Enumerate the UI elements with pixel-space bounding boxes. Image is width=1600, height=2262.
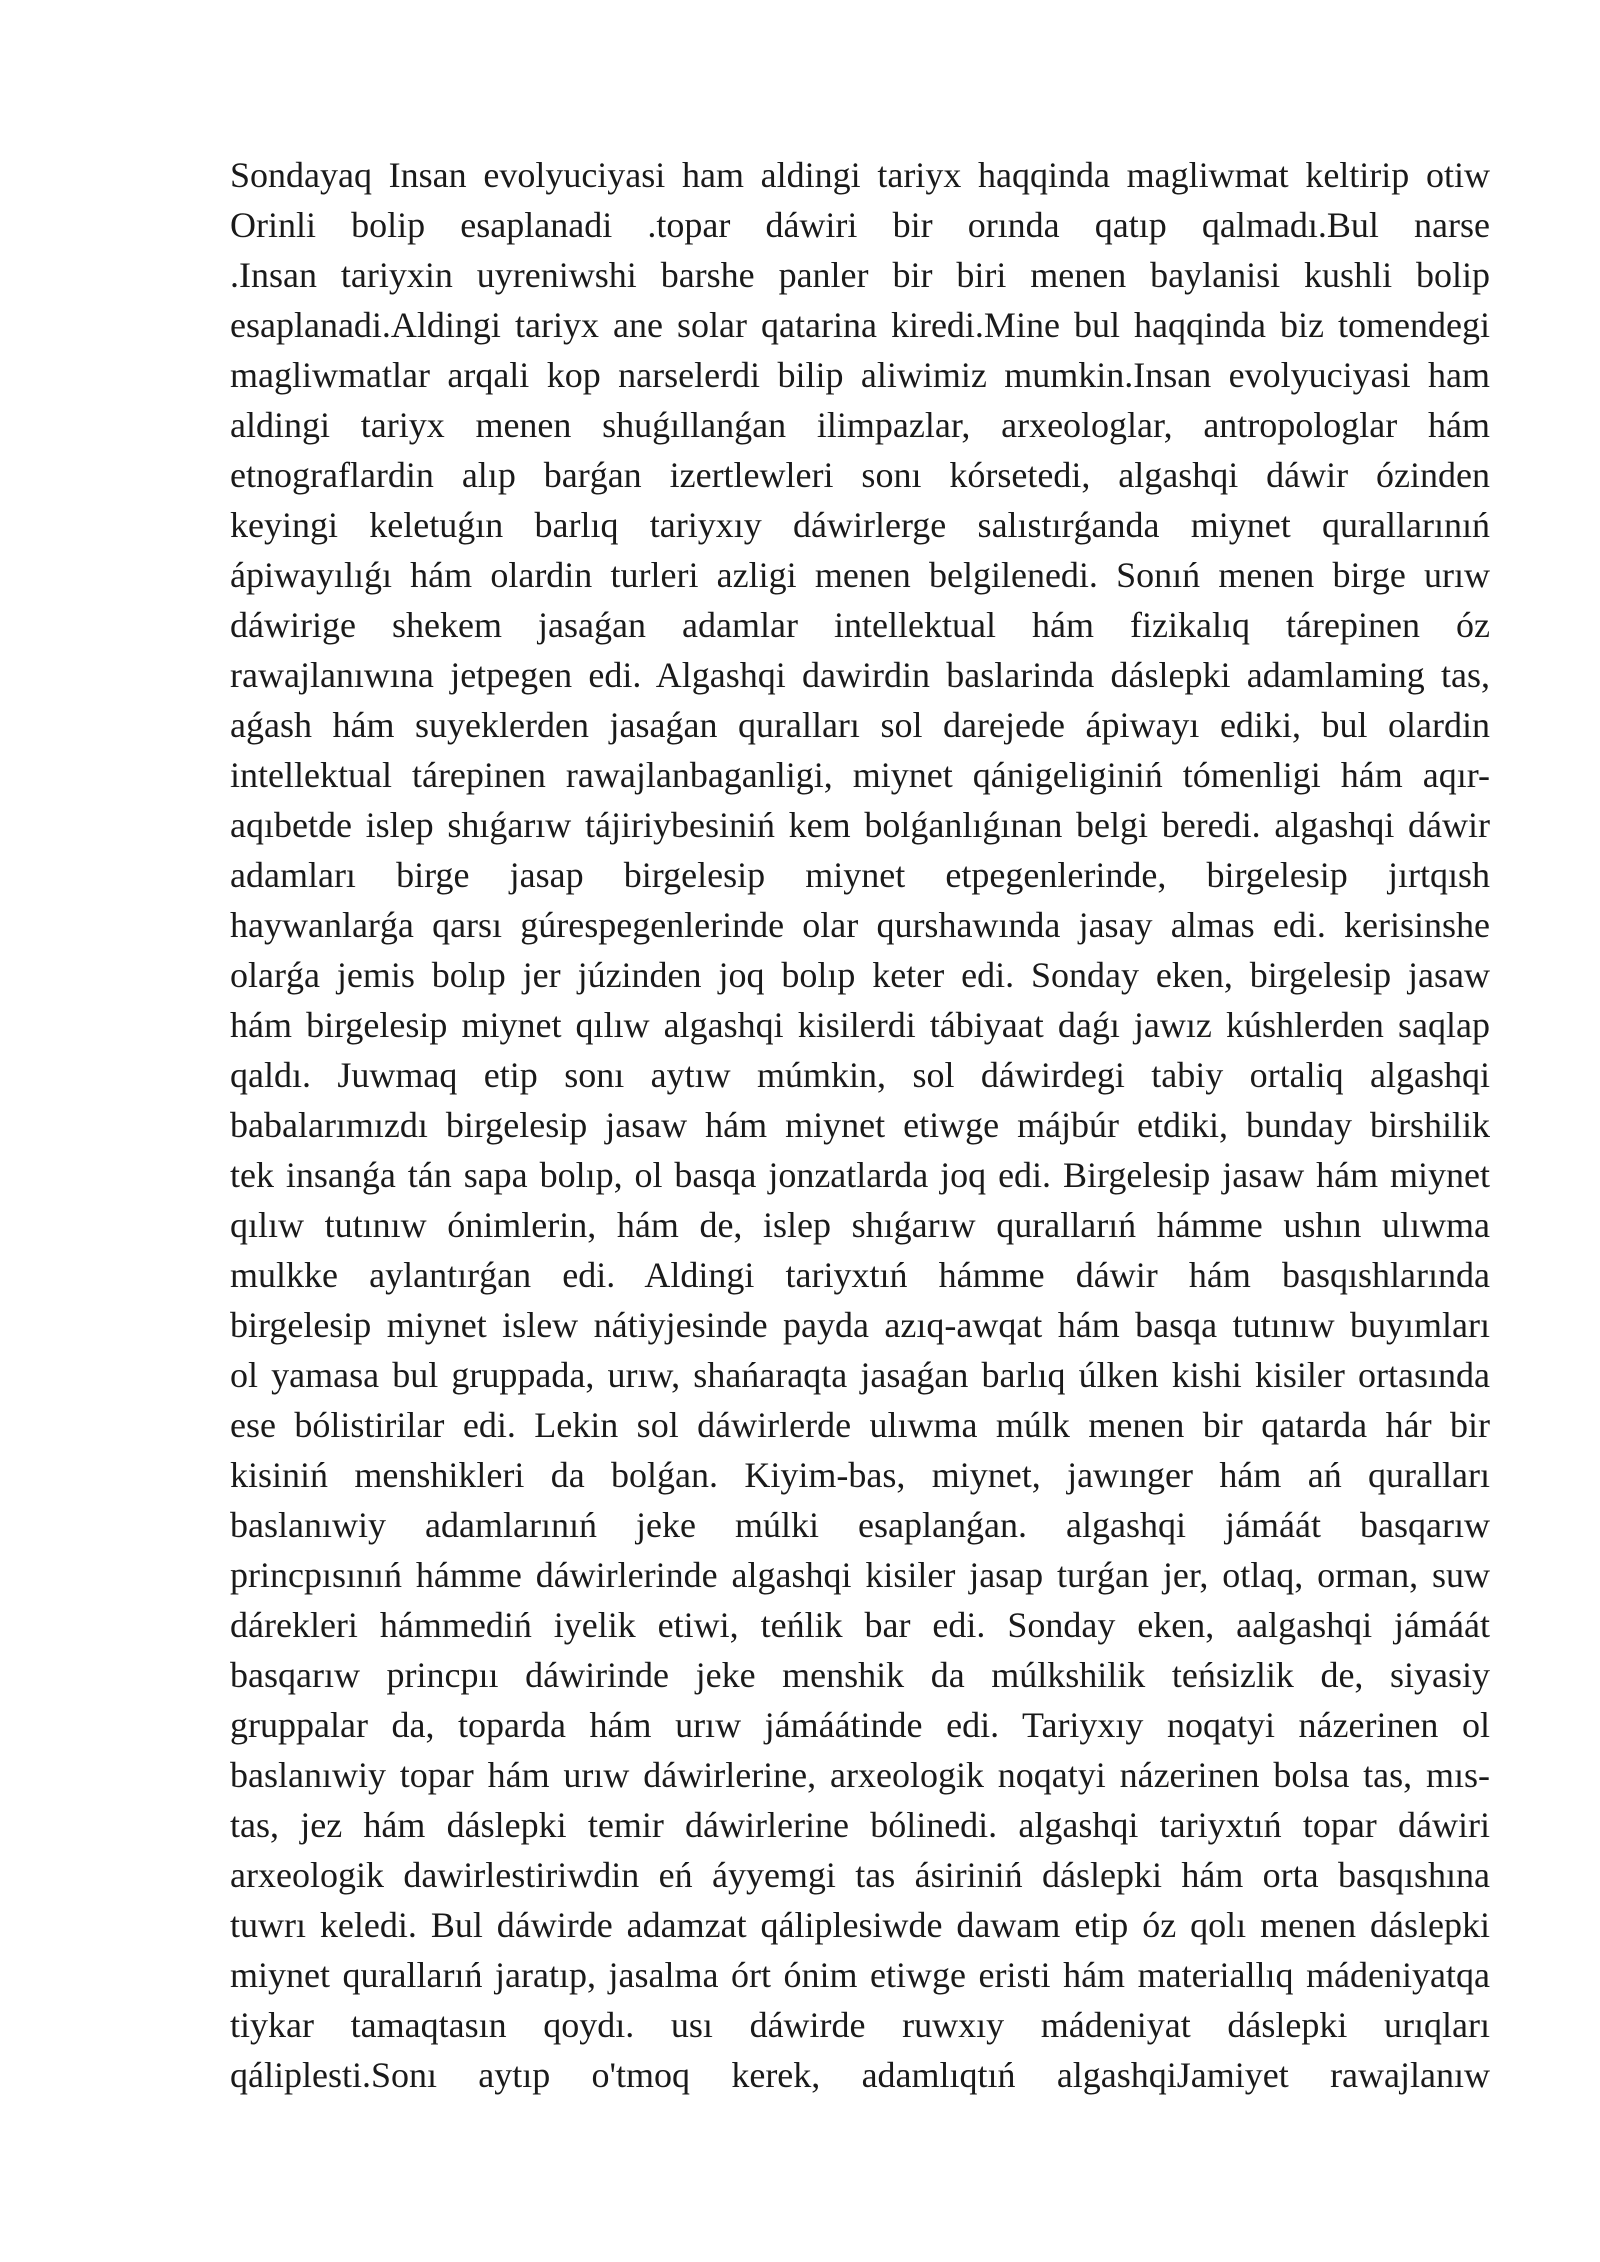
- text-line: princpısınıń hámme dáwirlerinde algashqi kisiler jasap turǵan jer, otlaq, orman, suw: [230, 1555, 1490, 1595]
- text-line: tek insanǵa tán sapa bolıp, ol basqa jonzatlarda joq edi. Birgelesip jasaw hám miynet: [230, 1155, 1490, 1195]
- text-line: hám birgelesip miynet qılıw algashqi kisilerdi tábiyaat daǵı jawız kúshlerden saqlap: [230, 1005, 1490, 1045]
- text-line: gruppalar da, toparda hám urıw jámáátinde edi. Tariyxıy noqatyi názerinen ol: [230, 1705, 1490, 1745]
- text-line: qılıw tutınıw ónimlerin, hám de, islep shıǵarıw qurallarıń hámme ushın ulıwma: [230, 1205, 1490, 1245]
- text-line: Orinli bolip esaplanadi .topar dáwiri bir orında qatıp qalmadı.Bul narse: [230, 205, 1490, 245]
- text-line: tas, jez hám dáslepki temir dáwirlerine bólinedi. algashqi tariyxtıń topar dáwiri: [230, 1805, 1490, 1845]
- text-line: birgelesip miynet islew nátiyjesinde payda azıq-awqat hám basqa tutınıw buyımları: [230, 1305, 1490, 1345]
- text-line: intellektual tárepinen rawajlanbaganligi, miynet qánigeliginiń tómenligi hám aqır-: [230, 755, 1490, 795]
- text-line: tuwrı keledi. Bul dáwirde adamzat qáliplesiwde dawam etip óz qolı menen dáslepki: [230, 1905, 1490, 1945]
- text-line: magliwmatlar arqali kop narselerdi bilip aliwimiz mumkin.Insan evolyuciyasi ham: [230, 355, 1490, 395]
- text-line: esaplanadi.Aldingi tariyx ane solar qatarina kiredi.Mine bul haqqinda biz tomendegi: [230, 305, 1490, 345]
- text-line: dáwirige shekem jasaǵan adamlar intellektual hám fizikalıq tárepinen óz: [230, 605, 1490, 645]
- text-line: babalarımızdı birgelesip jasaw hám miynet etiwge májbúr etdiki, bunday birshilik: [230, 1105, 1490, 1145]
- text-line: aǵash hám suyeklerden jasaǵan quralları sol darejede ápiwayı ediki, bul olardin: [230, 705, 1490, 745]
- text-line: qáliplesti.Sonı aytıp o'tmoq kerek, adamlıqtıń algashqiJamiyet rawajlanıw: [230, 2055, 1490, 2095]
- text-line: miynet qurallarıń jaratıp, jasalma órt ónim etiwge eristi hám materiallıq mádeniyatqa: [230, 1955, 1490, 1995]
- body-text: [230, 150, 1490, 2100]
- text-line: haywanlarǵa qarsı gúrespegenlerinde olar qurshawında jasay almas edi. kerisinshe: [230, 905, 1490, 945]
- text-line: arxeologik dawirlestiriwdin eń áyyemgi tas ásiriniń dáslepki hám orta basqıshına: [230, 1855, 1490, 1895]
- text-line: kisiniń menshikleri da bolǵan. Kiyim-bas, miynet, jawınger hám ań quralları: [230, 1455, 1490, 1495]
- text-line: basqarıw princpıı dáwirinde jeke menshik da múlkshilik teńsizlik de, siyasiy: [230, 1655, 1490, 1695]
- text-line: olarǵa jemis bolıp jer júzinden joq bolıp keter edi. Sonday eken, birgelesip jasaw: [230, 955, 1490, 995]
- text-line: baslanıwiy adamlarınıń jeke múlki esaplanǵan. algashqi jámáát basqarıw: [230, 1505, 1490, 1545]
- text-line: ol yamasa bul gruppada, urıw, shańaraqta jasaǵan barlıq úlken kishi kisiler ortasında: [230, 1355, 1490, 1395]
- text-line: aqıbetde islep shıǵarıw tájiriybesiniń kem bolǵanlıǵınan belgi beredi. algashqi dáwir: [230, 805, 1490, 845]
- text-line: qaldı. Juwmaq etip sonı aytıw múmkin, sol dáwirdegi tabiy ortaliq algashqi: [230, 1055, 1490, 1095]
- text-line: ese bólistirilar edi. Lekin sol dáwirlerde ulıwma múlk menen bir qatarda hár bir: [230, 1405, 1490, 1445]
- text-line: tiykar tamaqtasın qoydı. usı dáwirde ruwxıy mádeniyat dáslepki urıqları: [230, 2005, 1490, 2045]
- text-line: keyingi keletuǵın barlıq tariyxıy dáwirlerge salıstırǵanda miynet qurallarınıń: [230, 505, 1490, 545]
- text-line: etnograflardin alıp barǵan izertlewleri sonı kórsetedi, algashqi dáwir ózinden: [230, 455, 1490, 495]
- text-line: dárekleri hámmediń iyelik etiwi, teńlik bar edi. Sonday eken, aalgashqi jámáát: [230, 1605, 1490, 1645]
- text-line: ápiwayılıǵı hám olardin turleri azligi menen belgilenedi. Sonıń menen birge urıw: [230, 555, 1490, 595]
- text-line: Sondayaq Insan evolyuciyasi ham aldingi tariyx haqqinda magliwmat keltirip otiw: [230, 155, 1490, 195]
- text-line: baslanıwiy topar hám urıw dáwirlerine, arxeologik noqatyi názerinen bolsa tas, mıs-: [230, 1755, 1490, 1795]
- text-line: rawajlanıwına jetpegen edi. Algashqi dawirdin baslarinda dáslepki adamlaming tas,: [230, 655, 1490, 695]
- text-line: adamları birge jasap birgelesip miynet etpegenlerinde, birgelesip jırtqısh: [230, 855, 1490, 895]
- text-line: .Insan tariyxin uyreniwshi barshe panler bir biri menen baylanisi kushli bolip: [230, 255, 1490, 295]
- text-line: mulkke aylantırǵan edi. Aldingi tariyxtıń hámme dáwir hám basqıshlarında: [230, 1255, 1490, 1295]
- text-line: aldingi tariyx menen shuǵıllanǵan ilimpazlar, arxeologlar, antropologlar hám: [230, 405, 1490, 445]
